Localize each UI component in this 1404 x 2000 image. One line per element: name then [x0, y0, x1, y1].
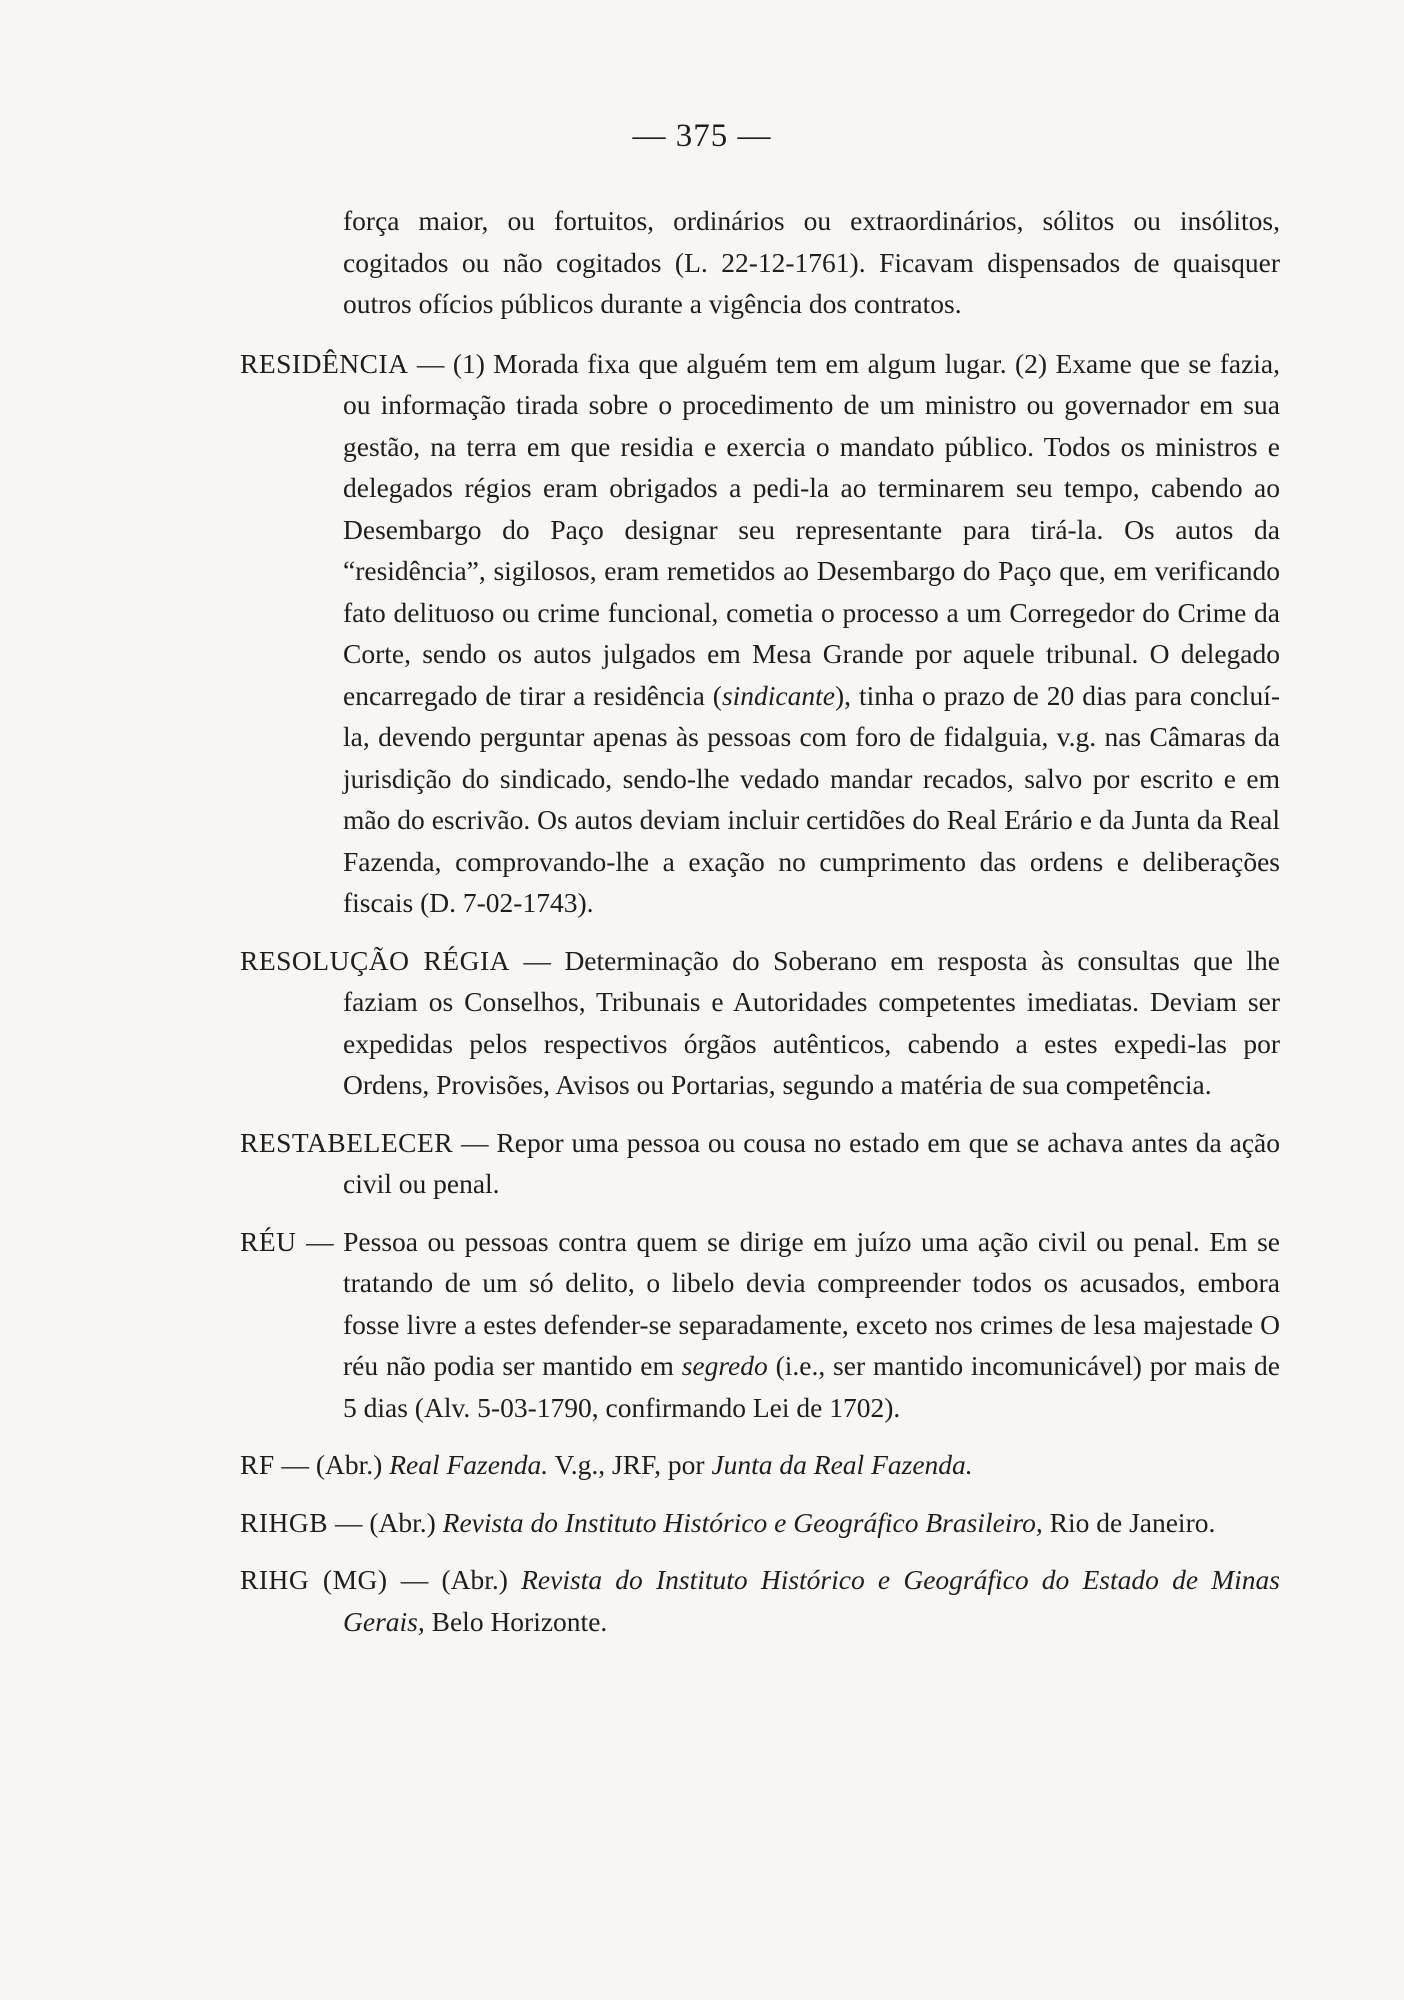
entry-dash: —: [296, 1225, 344, 1257]
entry-restabelecer: [240, 1122, 1280, 1205]
entry-italic: Junta da Real Fazenda.: [711, 1449, 973, 1480]
entry-text: (Abr.): [441, 1564, 522, 1595]
entry-resolucao-regia: [240, 940, 1280, 1106]
entry-italic: Real Fazenda.: [389, 1449, 549, 1480]
entry-rihgb: [240, 1502, 1280, 1544]
page-number: — 375 —: [632, 118, 772, 154]
entry-reu: [240, 1221, 1280, 1429]
entry-dash: —: [387, 1564, 442, 1595]
entry-italic: sindicante: [721, 679, 835, 711]
entry-text: Determinação do Soberano em resposta às consultas que lhe faziam os Conselhos, Tribunais e Autoridades competentes imediatas. Deviam ser expedidas pelos respectivos órgãos autênticos, cabendo a estes expedi-las por Ordens, Provisões, Avisos ou Portarias, segundo a matéria de sua competência.: [343, 944, 1281, 1100]
entry-text: Belo Horizonte.: [424, 1605, 608, 1637]
entry-rihg-mg: [240, 1559, 1280, 1642]
entry-text: Pessoa ou pessoas contra quem se dirige em juízo uma ação civil ou penal. Em se tratando de um só delito, o libelo devia compreender todos os acusados, embora fosse livre a estes defender-se separadamente, exceto nos crimes de lesa majestade O réu não podia ser mantido em: [343, 1225, 1280, 1381]
entry-rf: [240, 1444, 1280, 1486]
entry-dash: —: [274, 1449, 316, 1480]
entry-text: (i.e., ser mantido incomunicável) por mais de 5 dias (Alv. 5-03-1790, confirmando Lei de 1702).: [343, 1350, 1280, 1423]
entry-dash: —: [328, 1506, 370, 1538]
entry-text: Rio de Janeiro.: [1042, 1506, 1216, 1538]
entry-term: RÉU: [240, 1225, 297, 1257]
entry-italic: segredo: [681, 1350, 768, 1381]
entry-text: (Abr.): [369, 1506, 443, 1538]
entry-term: RESIDÊNCIA: [240, 347, 409, 379]
entry-term: RIHG (MG): [240, 1564, 388, 1595]
glossary-body: [240, 200, 1280, 1658]
entry-text: V.g., JRF, por: [548, 1449, 712, 1480]
continued-paragraph: força maior, ou fortuitos, ordinários ou extraordinários, sólitos ou insólitos, cogitados ou não cogitados (L. 22-12-1761). Ficavam dispensados de quaisquer outros ofícios públicos durante a vigência dos contratos.: [343, 205, 1280, 319]
entry-text: ), tinha o prazo de 20 dias para concluí-la, devendo perguntar apenas às pessoas com foro de fidalguia, v.g. nas Câmaras da jurisdição do sindicado, sendo-lhe vedado mandar recados, salvo por escrito e em mão do escrivão. Os autos deviam incluir certidões do Real Erário e da Junta da Real Fazenda, comprovando-lhe a exação no cumprimento das ordens e deliberações fiscais (D. 7-02-1743).: [343, 679, 1280, 918]
entry-dash: —: [453, 1126, 497, 1158]
entry-term: RESOLUÇÃO RÉGIA: [240, 944, 510, 976]
entry-italic: Revista do Instituto Histórico e Geográfico do Estado de Minas Gerais,: [343, 1564, 1281, 1637]
entry-term: RESTABELECER: [240, 1126, 454, 1158]
entry-residencia: [240, 343, 1280, 924]
entry-text: (1) Morada fixa que alguém tem em algum lugar. (2) Exame que se fazia, ou informação tirada sobre o procedimento de um ministro ou governador em sua gestão, na terra em que residia e exercia o mandato público. Todos os ministros e delegados régios eram obrigados a pedi-la ao terminarem seu tempo, cabendo ao Desembargo do Paço designar seu representante para tirá-la. Os autos da “residência”, sigilosos, eram remetidos ao Desembargo do Paço que, em verificando fato delituoso ou crime funcional, cometia o processo a um Corregedor do Crime da Corte, sendo os autos julgados em Mesa Grande por aquele tribunal. O delegado encarregado de tirar a residência (: [343, 347, 1280, 711]
entry-text: Repor uma pessoa ou cousa no estado em que se achava antes da ação civil ou penal.: [343, 1126, 1280, 1199]
entry-dash: —: [408, 347, 453, 379]
entry-term: RF: [240, 1449, 275, 1480]
entry-text: (Abr.): [315, 1449, 390, 1480]
entry-term: RIHGB: [240, 1506, 329, 1538]
entry-italic: Revista do Instituto Histórico e Geográfico Brasileiro,: [442, 1506, 1043, 1538]
entry-dash: —: [510, 944, 565, 976]
